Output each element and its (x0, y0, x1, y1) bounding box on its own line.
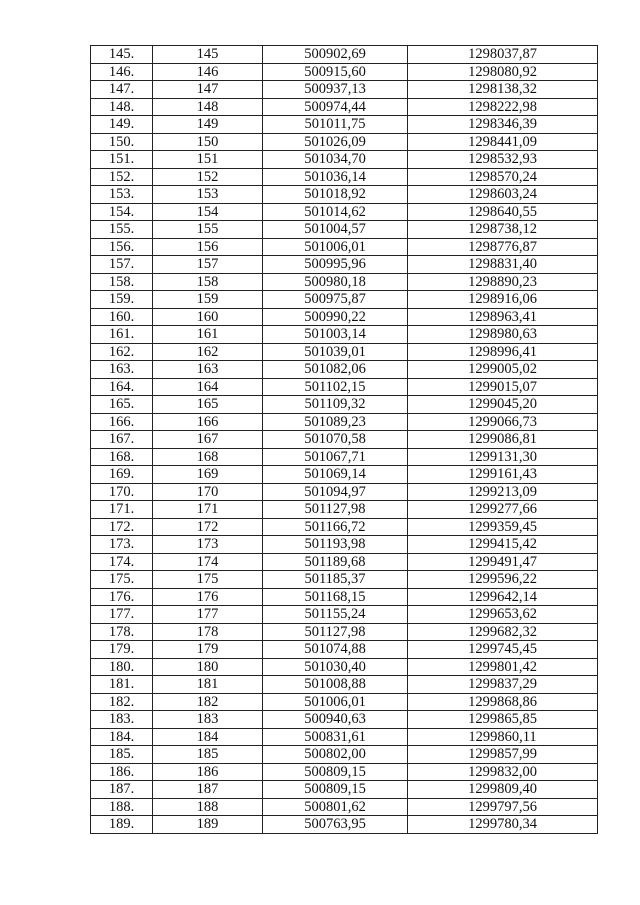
row-index-cell: 159. (91, 291, 153, 309)
point-number-cell: 145 (153, 46, 263, 64)
point-number-cell: 147 (153, 81, 263, 99)
table-row (91, 396, 598, 414)
table-row (91, 116, 598, 134)
row-index-cell: 168. (91, 448, 153, 466)
point-number-cell: 181 (153, 676, 263, 694)
x-coordinate-cell: 501189,68 (263, 553, 408, 571)
x-coordinate-cell: 501011,75 (263, 116, 408, 134)
row-index-cell: 184. (91, 728, 153, 746)
coordinates-table-body (91, 46, 598, 834)
y-coordinate-cell: 1299837,29 (408, 676, 598, 694)
table-row (91, 448, 598, 466)
row-index-cell: 162. (91, 343, 153, 361)
point-number-cell: 166 (153, 413, 263, 431)
table-row (91, 676, 598, 694)
table-row (91, 606, 598, 624)
row-index-cell: 158. (91, 273, 153, 291)
point-number-cell: 163 (153, 361, 263, 379)
table-row (91, 728, 598, 746)
point-number-cell: 174 (153, 553, 263, 571)
table-row (91, 536, 598, 554)
x-coordinate-cell: 500974,44 (263, 98, 408, 116)
y-coordinate-cell: 1299745,45 (408, 641, 598, 659)
point-number-cell: 151 (153, 151, 263, 169)
x-coordinate-cell: 500940,63 (263, 711, 408, 729)
row-index-cell: 181. (91, 676, 153, 694)
point-number-cell: 159 (153, 291, 263, 309)
row-index-cell: 154. (91, 203, 153, 221)
row-index-cell: 183. (91, 711, 153, 729)
y-coordinate-cell: 1298080,92 (408, 63, 598, 81)
y-coordinate-cell: 1299066,73 (408, 413, 598, 431)
table-row (91, 203, 598, 221)
row-index-cell: 146. (91, 63, 153, 81)
table-row (91, 518, 598, 536)
point-number-cell: 148 (153, 98, 263, 116)
row-index-cell: 173. (91, 536, 153, 554)
row-index-cell: 164. (91, 378, 153, 396)
row-index-cell: 151. (91, 151, 153, 169)
y-coordinate-cell: 1298890,23 (408, 273, 598, 291)
point-number-cell: 182 (153, 693, 263, 711)
table-row (91, 221, 598, 239)
point-number-cell: 178 (153, 623, 263, 641)
point-number-cell: 180 (153, 658, 263, 676)
x-coordinate-cell: 500980,18 (263, 273, 408, 291)
x-coordinate-cell: 501036,14 (263, 168, 408, 186)
point-number-cell: 155 (153, 221, 263, 239)
x-coordinate-cell: 500809,15 (263, 781, 408, 799)
point-number-cell: 149 (153, 116, 263, 134)
table-row (91, 623, 598, 641)
row-index-cell: 148. (91, 98, 153, 116)
y-coordinate-cell: 1298980,63 (408, 326, 598, 344)
table-row (91, 711, 598, 729)
y-coordinate-cell: 1299045,20 (408, 396, 598, 414)
x-coordinate-cell: 501069,14 (263, 466, 408, 484)
table-row (91, 133, 598, 151)
point-number-cell: 170 (153, 483, 263, 501)
point-number-cell: 167 (153, 431, 263, 449)
point-number-cell: 189 (153, 816, 263, 834)
table-row (91, 501, 598, 519)
x-coordinate-cell: 500802,00 (263, 746, 408, 764)
x-coordinate-cell: 501018,92 (263, 186, 408, 204)
point-number-cell: 186 (153, 763, 263, 781)
row-index-cell: 147. (91, 81, 153, 99)
row-index-cell: 156. (91, 238, 153, 256)
row-index-cell: 167. (91, 431, 153, 449)
point-number-cell: 156 (153, 238, 263, 256)
table-row (91, 256, 598, 274)
table-row (91, 238, 598, 256)
x-coordinate-cell: 501185,37 (263, 571, 408, 589)
y-coordinate-cell: 1298640,55 (408, 203, 598, 221)
y-coordinate-cell: 1299780,34 (408, 816, 598, 834)
y-coordinate-cell: 1299857,99 (408, 746, 598, 764)
x-coordinate-cell: 501026,09 (263, 133, 408, 151)
x-coordinate-cell: 501030,40 (263, 658, 408, 676)
y-coordinate-cell: 1299491,47 (408, 553, 598, 571)
y-coordinate-cell: 1299086,81 (408, 431, 598, 449)
point-number-cell: 157 (153, 256, 263, 274)
table-row (91, 763, 598, 781)
row-index-cell: 163. (91, 361, 153, 379)
row-index-cell: 157. (91, 256, 153, 274)
y-coordinate-cell: 1299213,09 (408, 483, 598, 501)
y-coordinate-cell: 1299860,11 (408, 728, 598, 746)
y-coordinate-cell: 1298346,39 (408, 116, 598, 134)
point-number-cell: 172 (153, 518, 263, 536)
table-row (91, 378, 598, 396)
x-coordinate-cell: 501168,15 (263, 588, 408, 606)
y-coordinate-cell: 1298831,40 (408, 256, 598, 274)
row-index-cell: 150. (91, 133, 153, 151)
y-coordinate-cell: 1298916,06 (408, 291, 598, 309)
row-index-cell: 182. (91, 693, 153, 711)
row-index-cell: 170. (91, 483, 153, 501)
y-coordinate-cell: 1299797,56 (408, 798, 598, 816)
x-coordinate-cell: 501082,06 (263, 361, 408, 379)
point-number-cell: 146 (153, 63, 263, 81)
y-coordinate-cell: 1299682,32 (408, 623, 598, 641)
y-coordinate-cell: 1299596,22 (408, 571, 598, 589)
table-row (91, 466, 598, 484)
x-coordinate-cell: 500995,96 (263, 256, 408, 274)
point-number-cell: 183 (153, 711, 263, 729)
table-row (91, 151, 598, 169)
y-coordinate-cell: 1299801,42 (408, 658, 598, 676)
point-number-cell: 165 (153, 396, 263, 414)
x-coordinate-cell: 501003,14 (263, 326, 408, 344)
x-coordinate-cell: 501127,98 (263, 501, 408, 519)
row-index-cell: 175. (91, 571, 153, 589)
x-coordinate-cell: 501127,98 (263, 623, 408, 641)
table-row (91, 781, 598, 799)
table-row (91, 816, 598, 834)
x-coordinate-cell: 501166,72 (263, 518, 408, 536)
x-coordinate-cell: 501193,98 (263, 536, 408, 554)
row-index-cell: 155. (91, 221, 153, 239)
point-number-cell: 169 (153, 466, 263, 484)
table-row (91, 571, 598, 589)
y-coordinate-cell: 1298738,12 (408, 221, 598, 239)
point-number-cell: 161 (153, 326, 263, 344)
row-index-cell: 174. (91, 553, 153, 571)
row-index-cell: 161. (91, 326, 153, 344)
y-coordinate-cell: 1298996,41 (408, 343, 598, 361)
x-coordinate-cell: 500763,95 (263, 816, 408, 834)
y-coordinate-cell: 1298222,98 (408, 98, 598, 116)
table-row (91, 343, 598, 361)
table-row (91, 553, 598, 571)
row-index-cell: 179. (91, 641, 153, 659)
y-coordinate-cell: 1299161,43 (408, 466, 598, 484)
point-number-cell: 176 (153, 588, 263, 606)
x-coordinate-cell: 501094,97 (263, 483, 408, 501)
x-coordinate-cell: 501067,71 (263, 448, 408, 466)
y-coordinate-cell: 1299359,45 (408, 518, 598, 536)
y-coordinate-cell: 1298037,87 (408, 46, 598, 64)
point-number-cell: 173 (153, 536, 263, 554)
row-index-cell: 180. (91, 658, 153, 676)
y-coordinate-cell: 1299809,40 (408, 781, 598, 799)
x-coordinate-cell: 500975,87 (263, 291, 408, 309)
point-number-cell: 162 (153, 343, 263, 361)
point-number-cell: 164 (153, 378, 263, 396)
row-index-cell: 145. (91, 46, 153, 64)
table-row (91, 308, 598, 326)
row-index-cell: 189. (91, 816, 153, 834)
x-coordinate-cell: 501074,88 (263, 641, 408, 659)
point-number-cell: 150 (153, 133, 263, 151)
y-coordinate-cell: 1299832,00 (408, 763, 598, 781)
table-row (91, 361, 598, 379)
table-row (91, 746, 598, 764)
y-coordinate-cell: 1299415,42 (408, 536, 598, 554)
table-row (91, 81, 598, 99)
point-number-cell: 179 (153, 641, 263, 659)
x-coordinate-cell: 501008,88 (263, 676, 408, 694)
row-index-cell: 152. (91, 168, 153, 186)
x-coordinate-cell: 500937,13 (263, 81, 408, 99)
coordinates-table (90, 45, 598, 834)
row-index-cell: 176. (91, 588, 153, 606)
row-index-cell: 171. (91, 501, 153, 519)
point-number-cell: 171 (153, 501, 263, 519)
table-row (91, 641, 598, 659)
table-row (91, 46, 598, 64)
point-number-cell: 188 (153, 798, 263, 816)
point-number-cell: 184 (153, 728, 263, 746)
point-number-cell: 175 (153, 571, 263, 589)
table-row (91, 98, 598, 116)
table-row (91, 168, 598, 186)
point-number-cell: 153 (153, 186, 263, 204)
row-index-cell: 177. (91, 606, 153, 624)
row-index-cell: 187. (91, 781, 153, 799)
x-coordinate-cell: 501039,01 (263, 343, 408, 361)
y-coordinate-cell: 1298776,87 (408, 238, 598, 256)
row-index-cell: 160. (91, 308, 153, 326)
table-row (91, 413, 598, 431)
x-coordinate-cell: 501155,24 (263, 606, 408, 624)
table-row (91, 588, 598, 606)
x-coordinate-cell: 500990,22 (263, 308, 408, 326)
y-coordinate-cell: 1299005,02 (408, 361, 598, 379)
point-number-cell: 185 (153, 746, 263, 764)
x-coordinate-cell: 500801,62 (263, 798, 408, 816)
point-number-cell: 160 (153, 308, 263, 326)
x-coordinate-cell: 501109,32 (263, 396, 408, 414)
x-coordinate-cell: 501034,70 (263, 151, 408, 169)
point-number-cell: 158 (153, 273, 263, 291)
point-number-cell: 154 (153, 203, 263, 221)
x-coordinate-cell: 501014,62 (263, 203, 408, 221)
x-coordinate-cell: 501089,23 (263, 413, 408, 431)
y-coordinate-cell: 1298441,09 (408, 133, 598, 151)
y-coordinate-cell: 1298138,32 (408, 81, 598, 99)
y-coordinate-cell: 1299865,85 (408, 711, 598, 729)
y-coordinate-cell: 1299868,86 (408, 693, 598, 711)
x-coordinate-cell: 500902,69 (263, 46, 408, 64)
row-index-cell: 166. (91, 413, 153, 431)
table-row (91, 431, 598, 449)
row-index-cell: 186. (91, 763, 153, 781)
row-index-cell: 169. (91, 466, 153, 484)
x-coordinate-cell: 501070,58 (263, 431, 408, 449)
row-index-cell: 149. (91, 116, 153, 134)
x-coordinate-cell: 500915,60 (263, 63, 408, 81)
row-index-cell: 153. (91, 186, 153, 204)
y-coordinate-cell: 1298603,24 (408, 186, 598, 204)
table-row (91, 186, 598, 204)
point-number-cell: 168 (153, 448, 263, 466)
x-coordinate-cell: 500809,15 (263, 763, 408, 781)
y-coordinate-cell: 1299642,14 (408, 588, 598, 606)
table-row (91, 273, 598, 291)
point-number-cell: 152 (153, 168, 263, 186)
x-coordinate-cell: 501006,01 (263, 238, 408, 256)
row-index-cell: 185. (91, 746, 153, 764)
y-coordinate-cell: 1298963,41 (408, 308, 598, 326)
x-coordinate-cell: 501006,01 (263, 693, 408, 711)
y-coordinate-cell: 1299653,62 (408, 606, 598, 624)
y-coordinate-cell: 1299015,07 (408, 378, 598, 396)
x-coordinate-cell: 501102,15 (263, 378, 408, 396)
table-row (91, 63, 598, 81)
row-index-cell: 165. (91, 396, 153, 414)
point-number-cell: 177 (153, 606, 263, 624)
row-index-cell: 172. (91, 518, 153, 536)
table-row (91, 693, 598, 711)
table-row (91, 291, 598, 309)
table-row (91, 798, 598, 816)
y-coordinate-cell: 1299277,66 (408, 501, 598, 519)
x-coordinate-cell: 501004,57 (263, 221, 408, 239)
table-row (91, 483, 598, 501)
row-index-cell: 188. (91, 798, 153, 816)
table-row (91, 326, 598, 344)
y-coordinate-cell: 1298532,93 (408, 151, 598, 169)
point-number-cell: 187 (153, 781, 263, 799)
y-coordinate-cell: 1298570,24 (408, 168, 598, 186)
y-coordinate-cell: 1299131,30 (408, 448, 598, 466)
x-coordinate-cell: 500831,61 (263, 728, 408, 746)
row-index-cell: 178. (91, 623, 153, 641)
table-row (91, 658, 598, 676)
